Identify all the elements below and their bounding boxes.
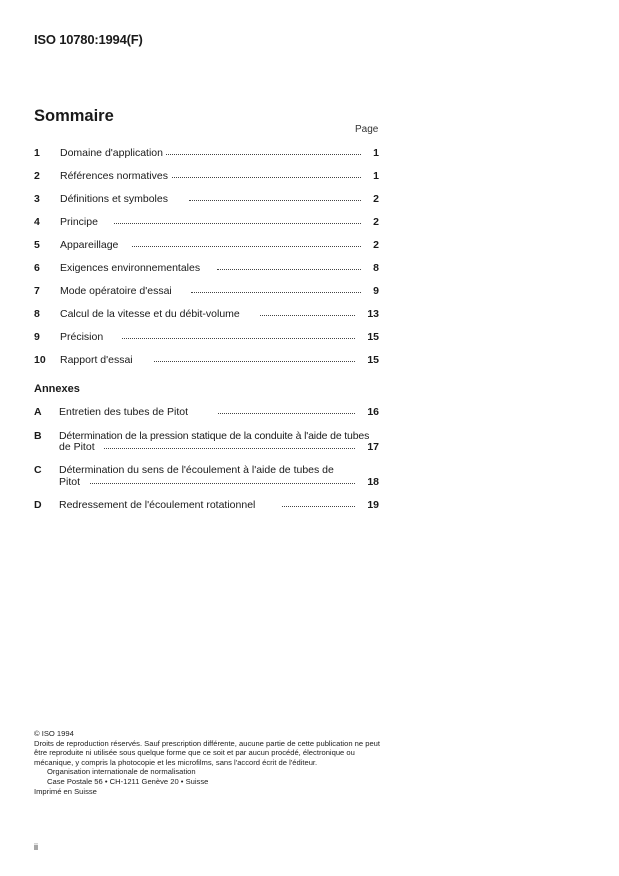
toc-entry-number: 2 — [34, 170, 40, 182]
annex-page: 16 — [367, 406, 379, 418]
toc-entry-number: 6 — [34, 262, 40, 274]
toc-entry-number: 7 — [34, 285, 40, 297]
toc-entry-page: 1 — [373, 147, 379, 159]
toc-entry-page: 9 — [373, 285, 379, 297]
annex-label: Entretien des tubes de Pitot — [59, 406, 188, 418]
annex-letter: D — [34, 499, 42, 511]
toc-entry-page: 13 — [367, 308, 379, 320]
printed-in: Imprimé en Suisse — [34, 786, 97, 796]
toc-entry-label: Rapport d'essai — [60, 354, 133, 366]
toc-entry-page: 2 — [373, 216, 379, 228]
toc-entry-label: Domaine d'application — [60, 147, 163, 159]
toc-entry-label: Principe — [60, 216, 98, 228]
publisher-address: Case Postale 56 • CH-1211 Genève 20 • Suisse — [47, 776, 209, 786]
toc-entry-number: 9 — [34, 331, 40, 343]
copyright-line: © ISO 1994 — [34, 729, 74, 738]
leader-dots — [114, 223, 361, 224]
toc-entry-number: 8 — [34, 308, 40, 320]
toc-entry-label: Références normatives — [60, 170, 168, 182]
annex-label-continued: Pitot — [59, 476, 81, 488]
leader-dots — [217, 269, 361, 270]
leader-dots — [191, 292, 361, 293]
toc-entry-page: 2 — [373, 239, 379, 251]
toc-entry-page: 15 — [367, 354, 379, 366]
page-column-heading: Page — [355, 124, 379, 135]
document-id: ISO 10780:1994(F) — [34, 32, 143, 47]
toc-entry-number: 3 — [34, 193, 40, 205]
publisher-name: Organisation internationale de normalisation — [47, 767, 196, 777]
toc-entry-label: Calcul de la vitesse et du débit-volume — [60, 308, 240, 320]
toc-entry-page: 1 — [373, 170, 379, 182]
copyright-notice — [34, 729, 384, 796]
annex-letter: A — [34, 406, 42, 418]
annex-label: Détermination de la pression statique de la conduite à l'aide de tubes — [59, 430, 370, 442]
toc-title: Sommaire — [34, 107, 114, 125]
annex-letter: C — [34, 464, 42, 476]
toc-entry-page: 8 — [373, 262, 379, 274]
leader-dots — [218, 413, 355, 414]
toc-entry-number: 1 — [34, 147, 40, 159]
toc-entry-label: Exigences environnementales — [60, 262, 201, 274]
annex-letter: B — [34, 430, 42, 442]
leader-dots — [90, 483, 355, 484]
toc-entry-number: 10 — [34, 354, 46, 366]
annex-page: 17 — [367, 441, 379, 453]
annex-page: 19 — [367, 499, 379, 511]
toc-entry-label: Définitions et symboles — [60, 193, 168, 205]
leader-dots — [132, 246, 361, 247]
toc-entry-page: 15 — [367, 331, 379, 343]
leader-dots — [154, 361, 355, 362]
toc-entry-label: Mode opératoire d'essai — [60, 285, 172, 297]
annex-label: Détermination du sens de l'écoulement à l'aide de tubes de — [59, 464, 334, 476]
leader-dots — [166, 154, 361, 155]
leader-dots — [260, 315, 355, 316]
annex-entry[interactable] — [34, 464, 379, 490]
leader-dots — [189, 200, 361, 201]
rights-statement: Droits de reproduction réservés. Sauf prescription différente, aucune partie de cette publication ne peut être reproduite ni utilisée sous quelque forme que ce soit et par aucun procédé, électronique ou mécanique, y compris la photocopie et les microfilms, sans l'accord écrit de l'éditeur. — [34, 738, 381, 767]
annex-page: 18 — [367, 476, 379, 488]
leader-dots — [122, 338, 355, 339]
toc-entry-number: 5 — [34, 239, 40, 251]
annex-label: Redressement de l'écoulement rotationnel — [59, 499, 256, 511]
leader-dots — [104, 448, 355, 449]
leader-dots — [282, 506, 355, 507]
annexes-heading: Annexes — [34, 383, 80, 395]
toc-entry-label: Appareillage — [60, 239, 119, 251]
annex-label-continued: de Pitot — [59, 441, 95, 453]
page-number: ii — [34, 842, 38, 852]
toc-entry-label: Précision — [60, 331, 104, 343]
toc-entry-page: 2 — [373, 193, 379, 205]
leader-dots — [172, 177, 361, 178]
toc-entry-number: 4 — [34, 216, 40, 228]
annex-entry[interactable] — [34, 430, 379, 456]
